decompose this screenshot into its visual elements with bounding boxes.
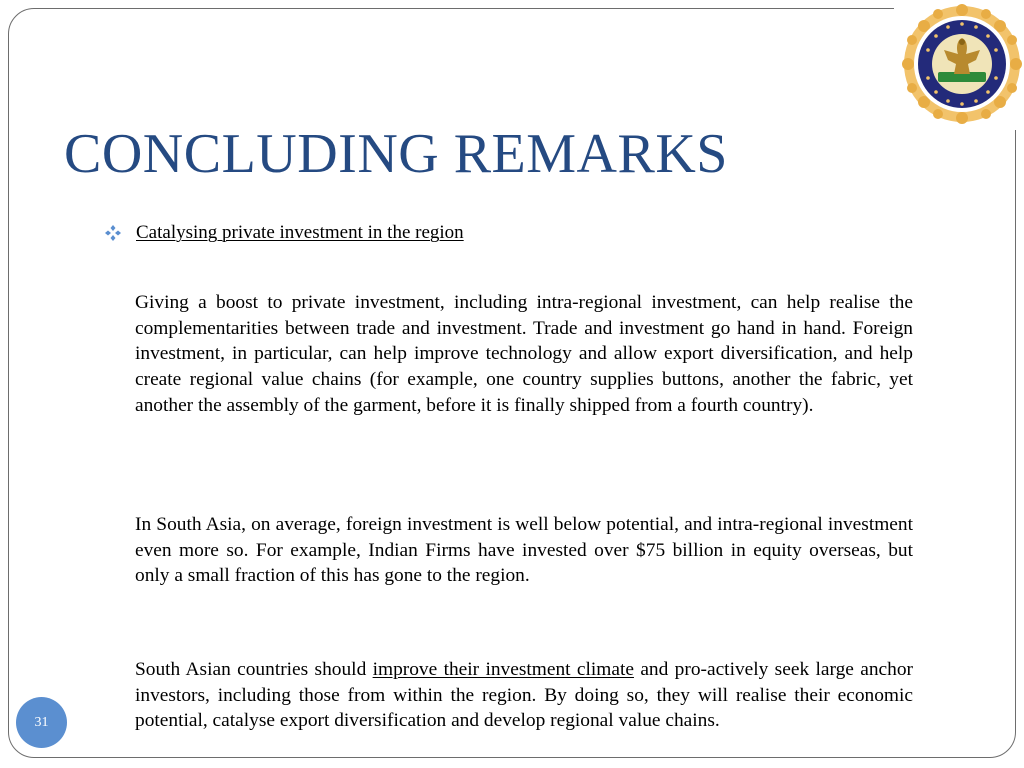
- institute-emblem-icon: [902, 4, 1022, 124]
- paragraph-3-start: South Asian countries should: [135, 659, 373, 680]
- paragraph-3: [135, 657, 913, 734]
- page-number-badge: 31: [16, 697, 67, 748]
- paragraph-1: Giving a boost to private investment, including intra-regional investment, can help realise the complementarities between trade and investment. Trade and investment go hand in hand. Foreign investment, in particular, can help improve technology and allow export diversification, and help create regional value chains (for example, one country supplies buttons, another the fabric, yet another the assembly of the garment, before it is finally shipped from a fourth country).: [135, 292, 913, 416]
- paragraph-3-emphasis: improve their investment climate: [372, 659, 634, 680]
- paragraph-3-end: and pro-actively seek large anchor investors, including those from within the region. By doing so, they will realise their economic potential, catalyse export diversification and develop regional value chains.: [135, 659, 913, 732]
- diamond-bullet-icon: [104, 224, 122, 242]
- slide-title: CONCLUDING REMARKS: [64, 123, 728, 185]
- paragraph-2: In South Asia, on average, foreign investment is well below potential, and intra-regional investment even more so. For example, Indian Firms have invested over $75 billion in equity overseas, but only a small fraction of this has gone to the region.: [135, 514, 913, 587]
- bullet-item: [104, 222, 464, 244]
- bullet-heading: Catalysing private investment in the region: [136, 222, 464, 243]
